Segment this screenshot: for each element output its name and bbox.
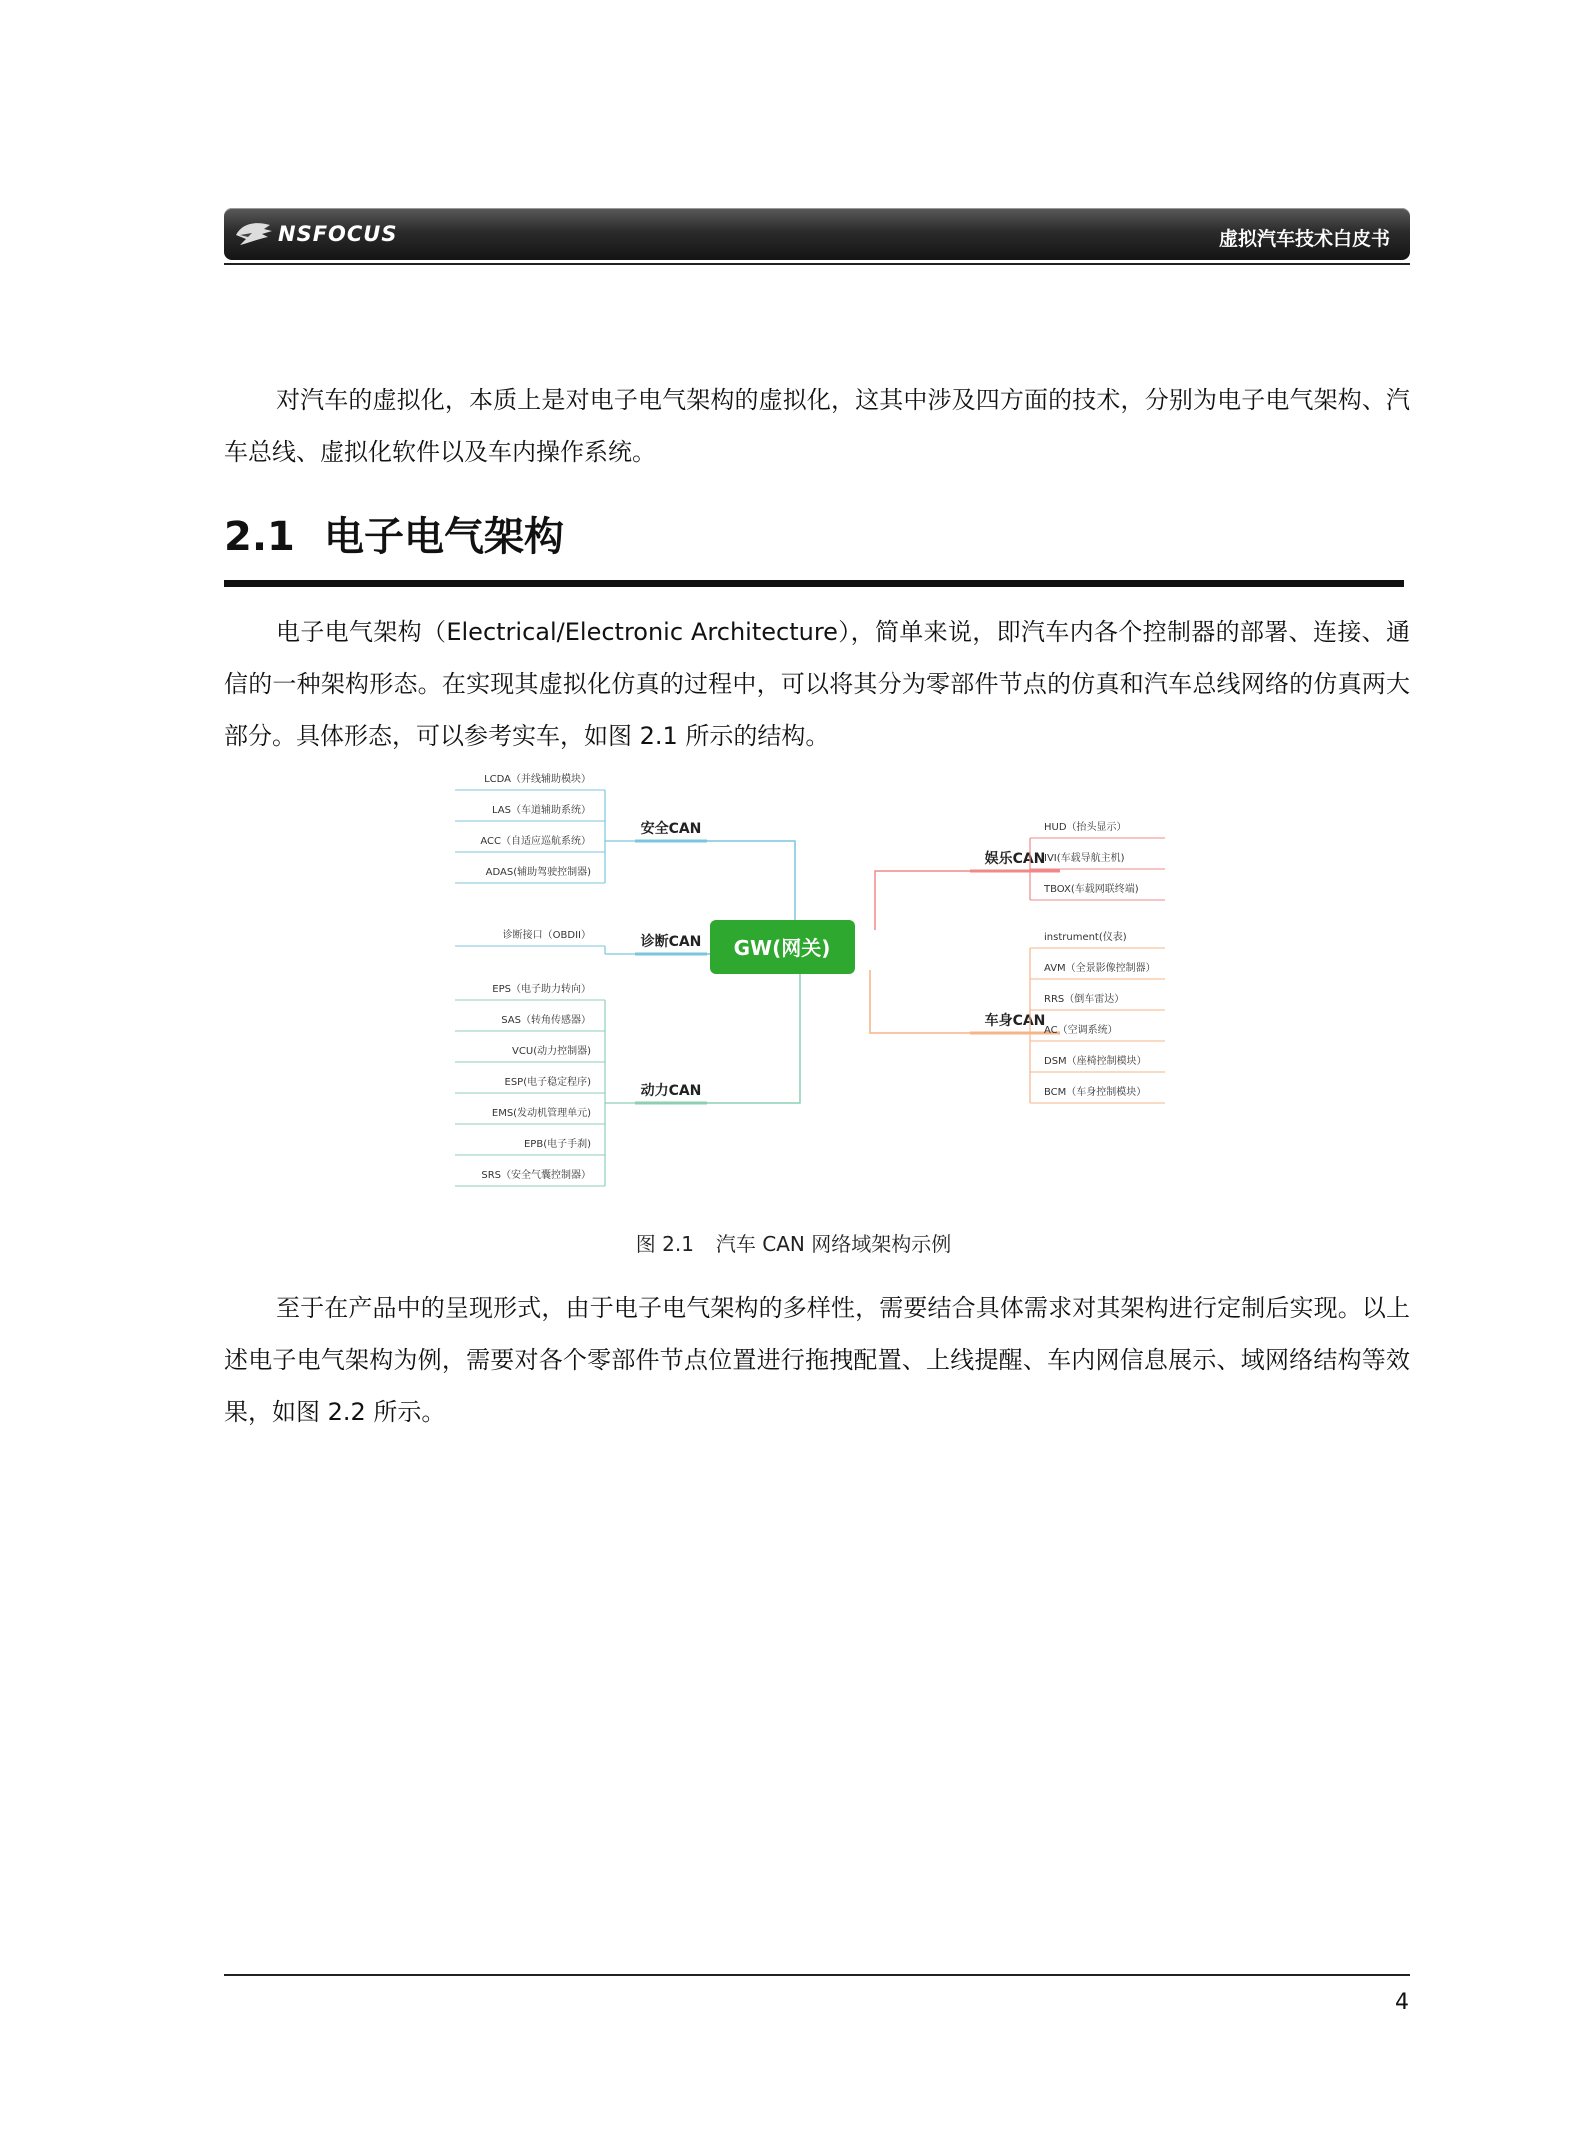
leaf-node-label: VCU(动力控制器) (512, 1046, 591, 1057)
branch-label: 诊断CAN (640, 934, 702, 950)
leaf-node-label: RRS（倒车雷达） (1044, 994, 1125, 1005)
section-divider (224, 580, 1404, 587)
figure-number: 图 2.1 (635, 1232, 694, 1256)
leaf-node-label: instrument(仪表) (1044, 932, 1127, 943)
can-architecture-figure (440, 770, 1200, 1220)
leaf-node-label: LAS（车道辅助系统） (492, 805, 591, 816)
figure-caption (0, 1228, 1587, 1257)
page-number: 4 (1395, 1990, 1409, 2015)
figure-caption-text: 汽车 CAN 网络域架构示例 (715, 1232, 952, 1256)
branch-connector (875, 871, 970, 930)
leaf-node-label: LCDA（并线辅助模块） (484, 774, 591, 785)
presentation-paragraph: 至于在产品中的呈现形式，由于电子电气架构的多样性，需要结合具体需求对其架构进行定制后实现。以上述电子电气架构为例，需要对各个零部件节点位置进行拖拽配置、上线提醒、车内网信息展示、域网络结构等效果，如图 2.2 所示。 (224, 1294, 1410, 1426)
leaf-node-label: DSM（座椅控制模块） (1044, 1056, 1147, 1067)
logo-text: NSFOCUS (278, 222, 398, 246)
header-divider (224, 263, 1410, 265)
leaf-node-label: EPS（电子助力转向） (492, 984, 591, 995)
intro-paragraph: 对汽车的虚拟化，本质上是对电子电气架构的虚拟化，这其中涉及四方面的技术，分别为电子电气架构、汽车总线、虚拟化软件以及车内操作系统。 (224, 386, 1410, 466)
branch-connector (870, 970, 970, 1033)
branch-label: 车身CAN (984, 1013, 1046, 1029)
section-title: 电子电气架构 (324, 514, 564, 560)
leaf-node-label: AC（空调系统） (1044, 1025, 1118, 1036)
footer-divider (224, 1974, 1410, 1976)
document-title: 虚拟汽车技术白皮书 (1218, 228, 1390, 250)
section-heading (224, 505, 564, 562)
branch-connector (707, 970, 800, 1103)
branch-label: 安全CAN (640, 821, 702, 837)
leaf-node-label: AVM（全景影像控制器） (1044, 963, 1156, 974)
leaf-node-label: IVI(车载导航主机) (1044, 853, 1125, 864)
branch-label: 娱乐CAN (984, 851, 1046, 867)
branch-connector (707, 841, 795, 930)
branch-label: 动力CAN (640, 1083, 702, 1099)
leaf-node-label: BCM（车身控制模块） (1044, 1087, 1147, 1098)
leaf-node-label: EPB(电子手刹) (523, 1139, 591, 1150)
section-number: 2.1 (224, 514, 295, 560)
leaf-node-label: SAS（转角传感器） (501, 1015, 591, 1026)
can-mindmap (440, 770, 1200, 1220)
leaf-node-label: EMS(发动机管理单元) (491, 1108, 591, 1119)
leaf-node-label: ADAS(辅助驾驶控制器) (485, 867, 591, 878)
leaf-node-label: TBOX(车载网联终端) (1044, 884, 1139, 895)
logo-emblem-icon (234, 219, 274, 249)
leaf-node-label: 诊断接口（OBDII） (502, 930, 591, 941)
page-header (224, 208, 1410, 260)
leaf-node-label: SRS（安全气囊控制器） (481, 1170, 591, 1181)
leaf-node-label: HUD（抬头显示） (1044, 822, 1127, 833)
company-logo (234, 217, 398, 251)
architecture-paragraph: 电子电气架构（Electrical/Electronic Architecture），简单来说，即汽车内各个控制器的部署、连接、通信的一种架构形态。在实现其虚拟化仿真的过程中，可以将其分为零部件节点的仿真和汽车总线网络的仿真两大部分。具体形态，可以参考实车，如图 2.1 所示的结构。 (224, 618, 1410, 750)
leaf-node-label: ACC（自适应巡航系统） (480, 836, 591, 847)
leaf-node-label: ESP(电子稳定程序) (504, 1077, 591, 1088)
gateway-label: GW(网关) (733, 936, 831, 960)
